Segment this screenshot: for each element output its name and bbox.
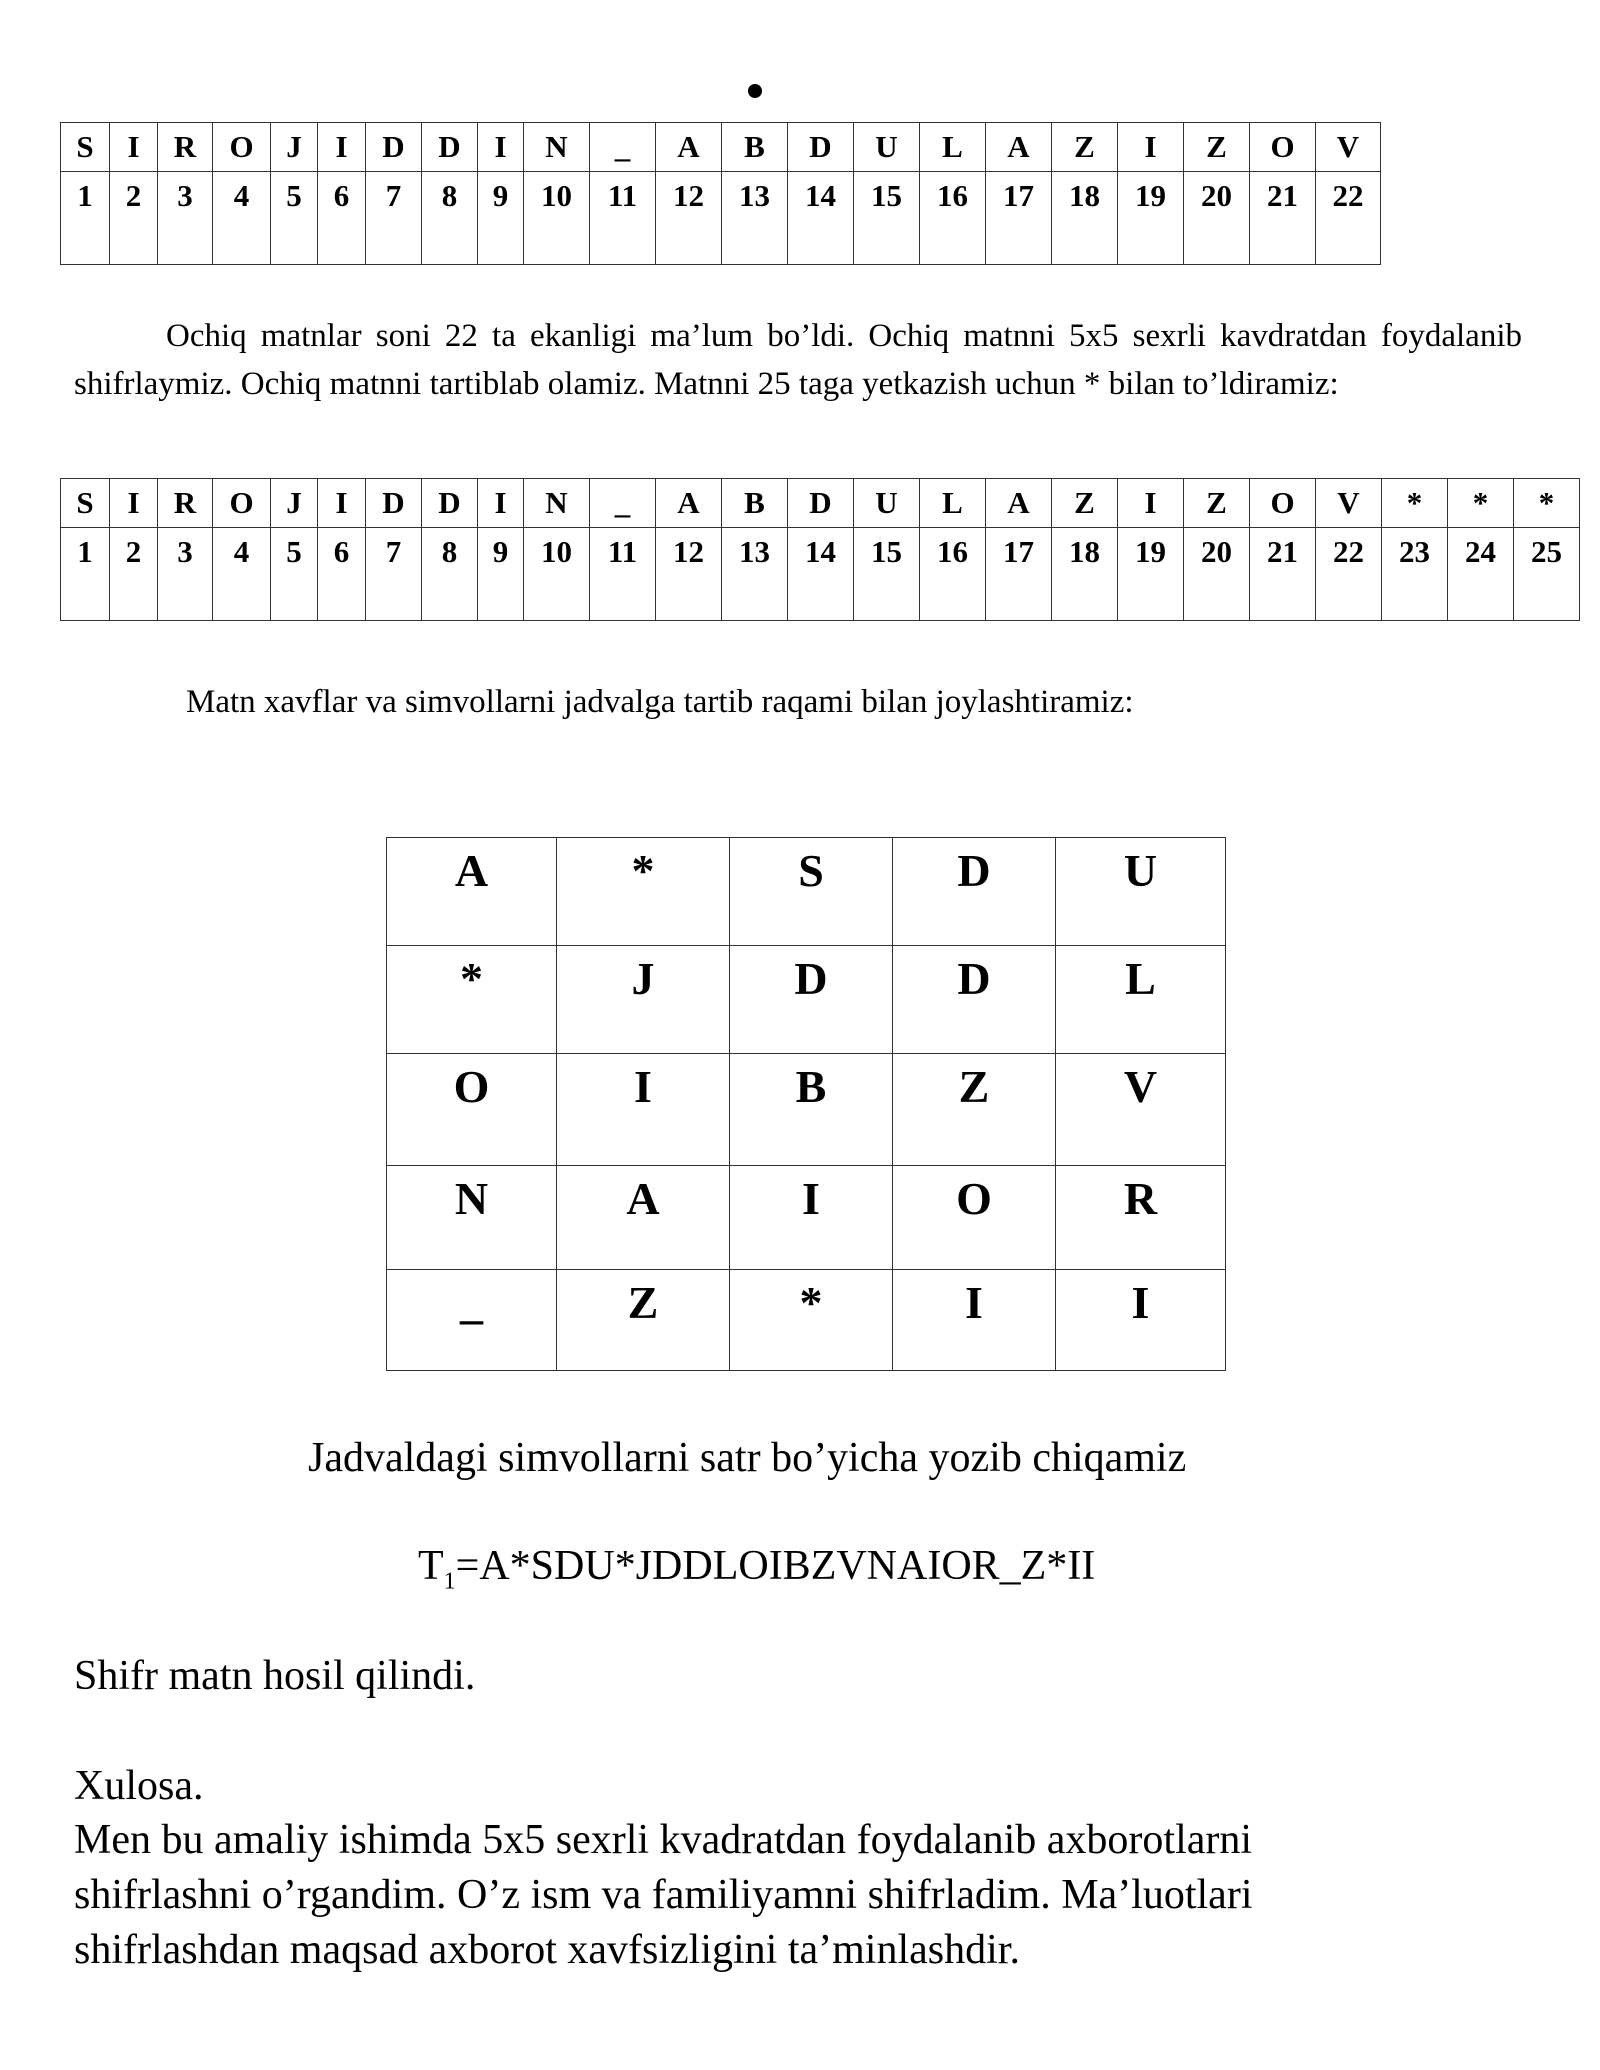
intro-paragraph: Ochiq matnlar soni 22 ta ekanligi ma’lum bo’ldi. Ochiq matnni 5x5 sexrli kavdratdan foydalanib shifrlaymiz. Ochiq matnni tartiblab olamiz. Matnni 25 taga yetkazish uchun * bilan to’ldiramiz: [74,318,1522,402]
letter-cell: D [366,479,422,528]
letter-cell: _ [590,479,656,528]
square-row [387,1054,1226,1166]
conclusion-line: shifrlashni o’rgandim. O’z ism va familiyamni shifrladim. Ma’luotlari [74,1872,1253,1918]
formula-label: T [418,1543,444,1589]
number-cell: 18 [1052,528,1118,621]
number-cell: 22 [1316,172,1381,265]
number-cell: 16 [920,528,986,621]
number-cell: 21 [1250,172,1316,265]
letter-cell: S [61,479,110,528]
number-cell: 9 [478,528,524,621]
number-cell: 6 [318,528,366,621]
letter-cell: * [1448,479,1514,528]
number-cell: 17 [986,172,1052,265]
letter-cell: B [722,123,788,172]
square-cell: I [557,1054,730,1166]
square-row [387,838,1226,946]
square-cell: Z [557,1270,730,1371]
letter-cell: * [1382,479,1448,528]
number-cell: 11 [590,172,656,265]
number-cell: 20 [1184,172,1250,265]
number-cell: 16 [920,172,986,265]
square-cell: D [893,946,1056,1054]
square-row [387,1166,1226,1270]
number-cell: 22 [1316,528,1382,621]
number-cell: 2 [110,528,158,621]
number-cell: 4 [213,528,271,621]
numbers-row [61,172,1381,265]
letter-cell: I [110,479,158,528]
letter-cell: L [920,123,986,172]
number-cell: 7 [366,528,422,621]
square-cell: I [893,1270,1056,1371]
square-cell: A [557,1166,730,1270]
placement-instruction: Matn xavflar va simvollarni jadvalga tartib raqami bilan joylashtiramiz: [186,684,1134,720]
letter-cell: D [422,479,478,528]
square-cell: * [730,1270,893,1371]
bullet-dot [748,84,762,98]
letter-cell: U [854,479,920,528]
letter-cell: I [318,479,366,528]
letter-cell: O [213,479,271,528]
square-cell: R [1056,1166,1226,1270]
number-cell: 4 [213,172,271,265]
number-cell: 13 [722,528,788,621]
number-cell: 11 [590,528,656,621]
square-cell: _ [387,1270,557,1371]
number-cell: 3 [158,172,213,265]
number-cell: 1 [61,528,110,621]
number-cell: 24 [1448,528,1514,621]
conclusion-heading: Xulosa. [74,1763,204,1809]
number-cell: 19 [1118,528,1184,621]
number-cell: 10 [524,528,590,621]
letter-cell: Z [1184,479,1250,528]
square-cell: A [387,838,557,946]
number-cell: 19 [1118,172,1184,265]
cipher-formula [418,1542,1095,1595]
square-cell: V [1056,1054,1226,1166]
letter-cell: Z [1052,123,1118,172]
number-cell: 12 [656,528,722,621]
letter-cell: N [524,479,590,528]
magic-square-table [386,837,1226,1371]
letter-cell: I [478,123,524,172]
number-cell: 14 [788,172,854,265]
letters-row [61,479,1580,528]
letter-cell: D [366,123,422,172]
letter-cell: J [271,479,318,528]
number-cell: 23 [1382,528,1448,621]
number-cell: 1 [61,172,110,265]
letter-cell: V [1316,479,1382,528]
sequence-table-22 [60,122,1381,265]
number-cell: 18 [1052,172,1118,265]
rowwise-instruction: Jadvaldagi simvollarni satr bo’yicha yozib chiqamiz [308,1435,1187,1481]
letter-cell: S [61,123,110,172]
square-cell: O [387,1054,557,1166]
number-cell: 6 [318,172,366,265]
number-cell: 5 [271,172,318,265]
square-cell: D [730,946,893,1054]
numbers-row [61,528,1580,621]
number-cell: 10 [524,172,590,265]
letter-cell: R [158,123,213,172]
square-cell: U [1056,838,1226,946]
square-cell: J [557,946,730,1054]
number-cell: 21 [1250,528,1316,621]
number-cell: 15 [854,528,920,621]
square-cell: * [557,838,730,946]
conclusion-line: shifrlashdan maqsad axborot xavfsizligini ta’minlashdir. [74,1927,1020,1973]
number-cell: 3 [158,528,213,621]
letter-cell: Z [1052,479,1118,528]
square-cell: B [730,1054,893,1166]
number-cell: 2 [110,172,158,265]
letter-cell: J [271,123,318,172]
letter-cell: N [524,123,590,172]
letter-cell: L [920,479,986,528]
letter-cell: A [656,123,722,172]
letter-cell: _ [590,123,656,172]
letter-cell: I [318,123,366,172]
letter-cell: U [854,123,920,172]
square-cell: L [1056,946,1226,1054]
number-cell: 12 [656,172,722,265]
number-cell: 5 [271,528,318,621]
letter-cell: D [788,123,854,172]
number-cell: 17 [986,528,1052,621]
letter-cell: D [422,123,478,172]
number-cell: 25 [1514,528,1580,621]
square-cell: O [893,1166,1056,1270]
formula-value: =A*SDU*JDDLOIBZVNAIOR_Z*II [455,1543,1096,1589]
conclusion-line: Men bu amaliy ishimda 5x5 sexrli kvadratdan foydalanib axborotlarni [74,1817,1253,1863]
number-cell: 20 [1184,528,1250,621]
number-cell: 7 [366,172,422,265]
number-cell: 8 [422,172,478,265]
letter-cell: B [722,479,788,528]
letter-cell: I [478,479,524,528]
number-cell: 15 [854,172,920,265]
letter-cell: I [110,123,158,172]
result-line: Shifr matn hosil qilindi. [74,1653,476,1699]
letters-row [61,123,1381,172]
sequence-table-25 [60,478,1580,621]
letter-cell: A [656,479,722,528]
number-cell: 8 [422,528,478,621]
letter-cell: O [1250,123,1316,172]
letter-cell: O [1250,479,1316,528]
letter-cell: * [1514,479,1580,528]
letter-cell: D [788,479,854,528]
letter-cell: Z [1184,123,1250,172]
letter-cell: I [1118,479,1184,528]
formula-subscript: 1 [443,1568,456,1595]
square-cell: N [387,1166,557,1270]
letter-cell: A [986,479,1052,528]
letter-cell: I [1118,123,1184,172]
letter-cell: A [986,123,1052,172]
number-cell: 14 [788,528,854,621]
square-row [387,946,1226,1054]
square-cell: Z [893,1054,1056,1166]
square-cell: I [730,1166,893,1270]
square-cell: I [1056,1270,1226,1371]
square-row [387,1270,1226,1371]
letter-cell: R [158,479,213,528]
square-cell: D [893,838,1056,946]
square-cell: * [387,946,557,1054]
letter-cell: V [1316,123,1381,172]
number-cell: 13 [722,172,788,265]
number-cell: 9 [478,172,524,265]
square-cell: S [730,838,893,946]
letter-cell: O [213,123,271,172]
